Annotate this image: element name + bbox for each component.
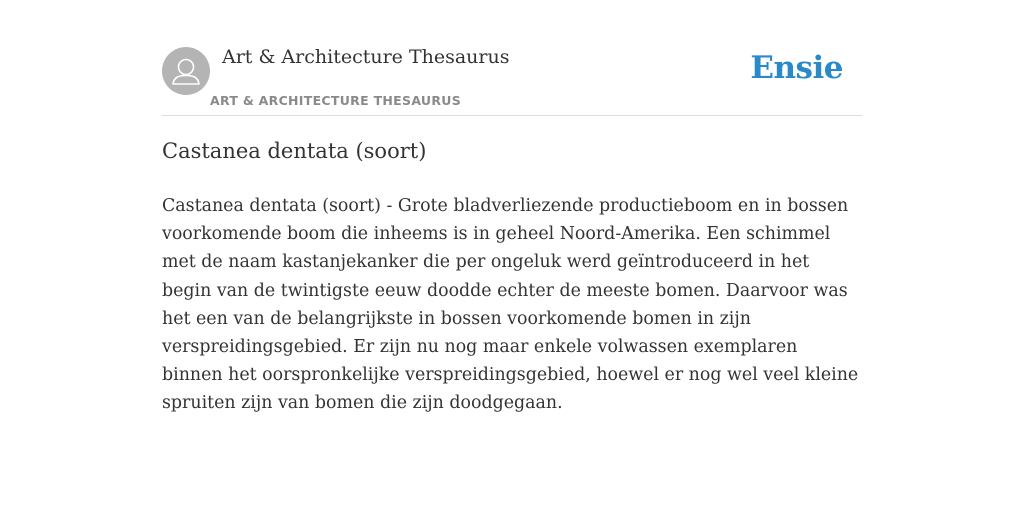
ensie-logo[interactable]: Ensie	[750, 50, 843, 86]
article-body: Castanea dentata (soort) - Grote bladverliezende productieboom en in bossen voorkomende boom die inheems is in geheel Noord-Amerika. Een schimmel met de naam kastanjekanker die per ongeluk werd geïntroduceerd in het begin van de twintigste eeuw doodde echter de meeste bomen. Daarvoor was het een van de belangrijkste in bossen voorkomende bomen in zijn verspreidingsgebied. Er zijn nu nog maar enkele volwassen exemplaren binnen het oorspronkelijke verspreidingsgebied, hoewel er nog wel veel kleine spruiten zijn van bomen die zijn doodgegaan.	[162, 196, 859, 414]
article-title: Castanea dentata (soort)	[162, 139, 427, 163]
page-header	[162, 40, 862, 116]
author-avatar[interactable]	[162, 47, 210, 95]
source-title-link[interactable]: Art & Architecture Thesaurus	[222, 46, 510, 68]
source-category-label[interactable]: ART & ARCHITECTURE THESAURUS	[210, 93, 462, 108]
user-silhouette-icon	[162, 47, 210, 95]
